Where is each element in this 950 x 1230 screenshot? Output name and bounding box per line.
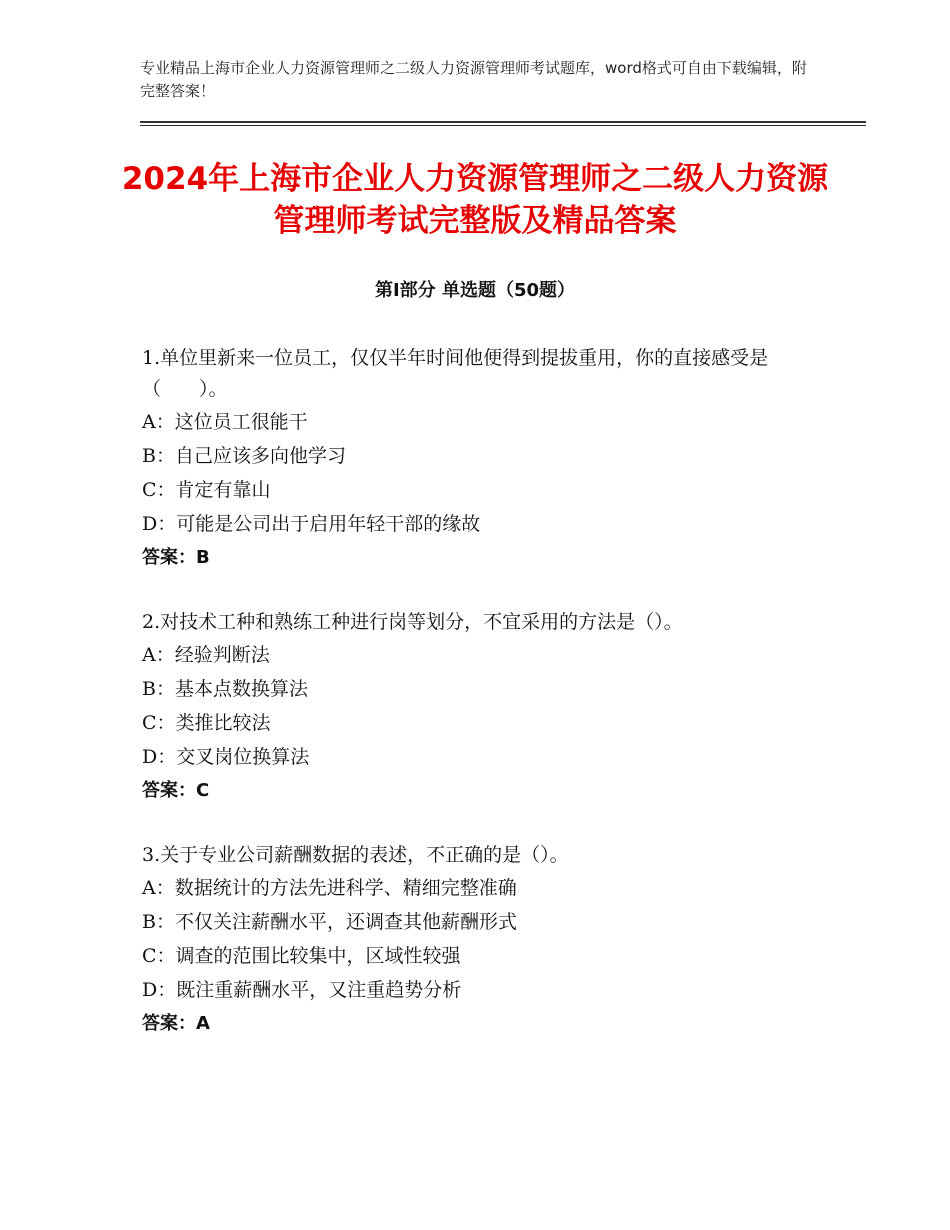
section-heading: 第Ⅰ部分 单选题（50题） (374, 280, 575, 301)
option-d: D：交叉岗位换算法 (142, 746, 310, 768)
answer-label: 答案：B (142, 547, 210, 568)
option-a: A：数据统计的方法先进科学、精细完整准确 (142, 877, 517, 899)
document-title: 2024年上海市企业人力资源管理师之二级人力资源管理师考试完整版及精品答案 (121, 161, 829, 239)
header-divider-thick (140, 121, 866, 123)
question-1 (142, 343, 822, 575)
option-b: B：基本点数换算法 (142, 678, 308, 700)
option-b: B：自己应该多向他学习 (142, 445, 346, 467)
header-note: 专业精品上海市企业人力资源管理师之二级人力资源管理师考试题库，word格式可自由下载编辑，附完整答案！ (140, 59, 807, 100)
option-c: C：类推比较法 (142, 712, 271, 734)
option-b: B：不仅关注薪酬水平，还调查其他薪酬形式 (142, 911, 517, 933)
header-divider-thin (140, 125, 866, 126)
question-stem: 1.单位里新来一位员工，仅仅半年时间他便得到提拔重用，你的直接感受是（ ）。 (142, 347, 769, 400)
answer-label: 答案：A (142, 1013, 210, 1034)
question-stem: 2.对技术工种和熟练工种进行岗等划分，不宜采用的方法是（）。 (142, 611, 683, 633)
option-c: C：肯定有靠山 (142, 479, 271, 501)
question-stem: 3.关于专业公司薪酬数据的表述，不正确的是（）。 (142, 844, 569, 866)
answer-label: 答案：C (142, 780, 210, 801)
option-a: A：经验判断法 (142, 644, 270, 666)
option-a: A：这位员工很能干 (142, 411, 308, 433)
option-d: D：可能是公司出于启用年轻干部的缘故 (142, 513, 481, 535)
question-3 (142, 840, 822, 1041)
question-list (142, 343, 822, 1073)
option-c: C：调查的范围比较集中，区域性较强 (142, 945, 461, 967)
option-d: D：既注重薪酬水平，又注重趋势分析 (142, 979, 462, 1001)
question-2 (142, 607, 822, 808)
